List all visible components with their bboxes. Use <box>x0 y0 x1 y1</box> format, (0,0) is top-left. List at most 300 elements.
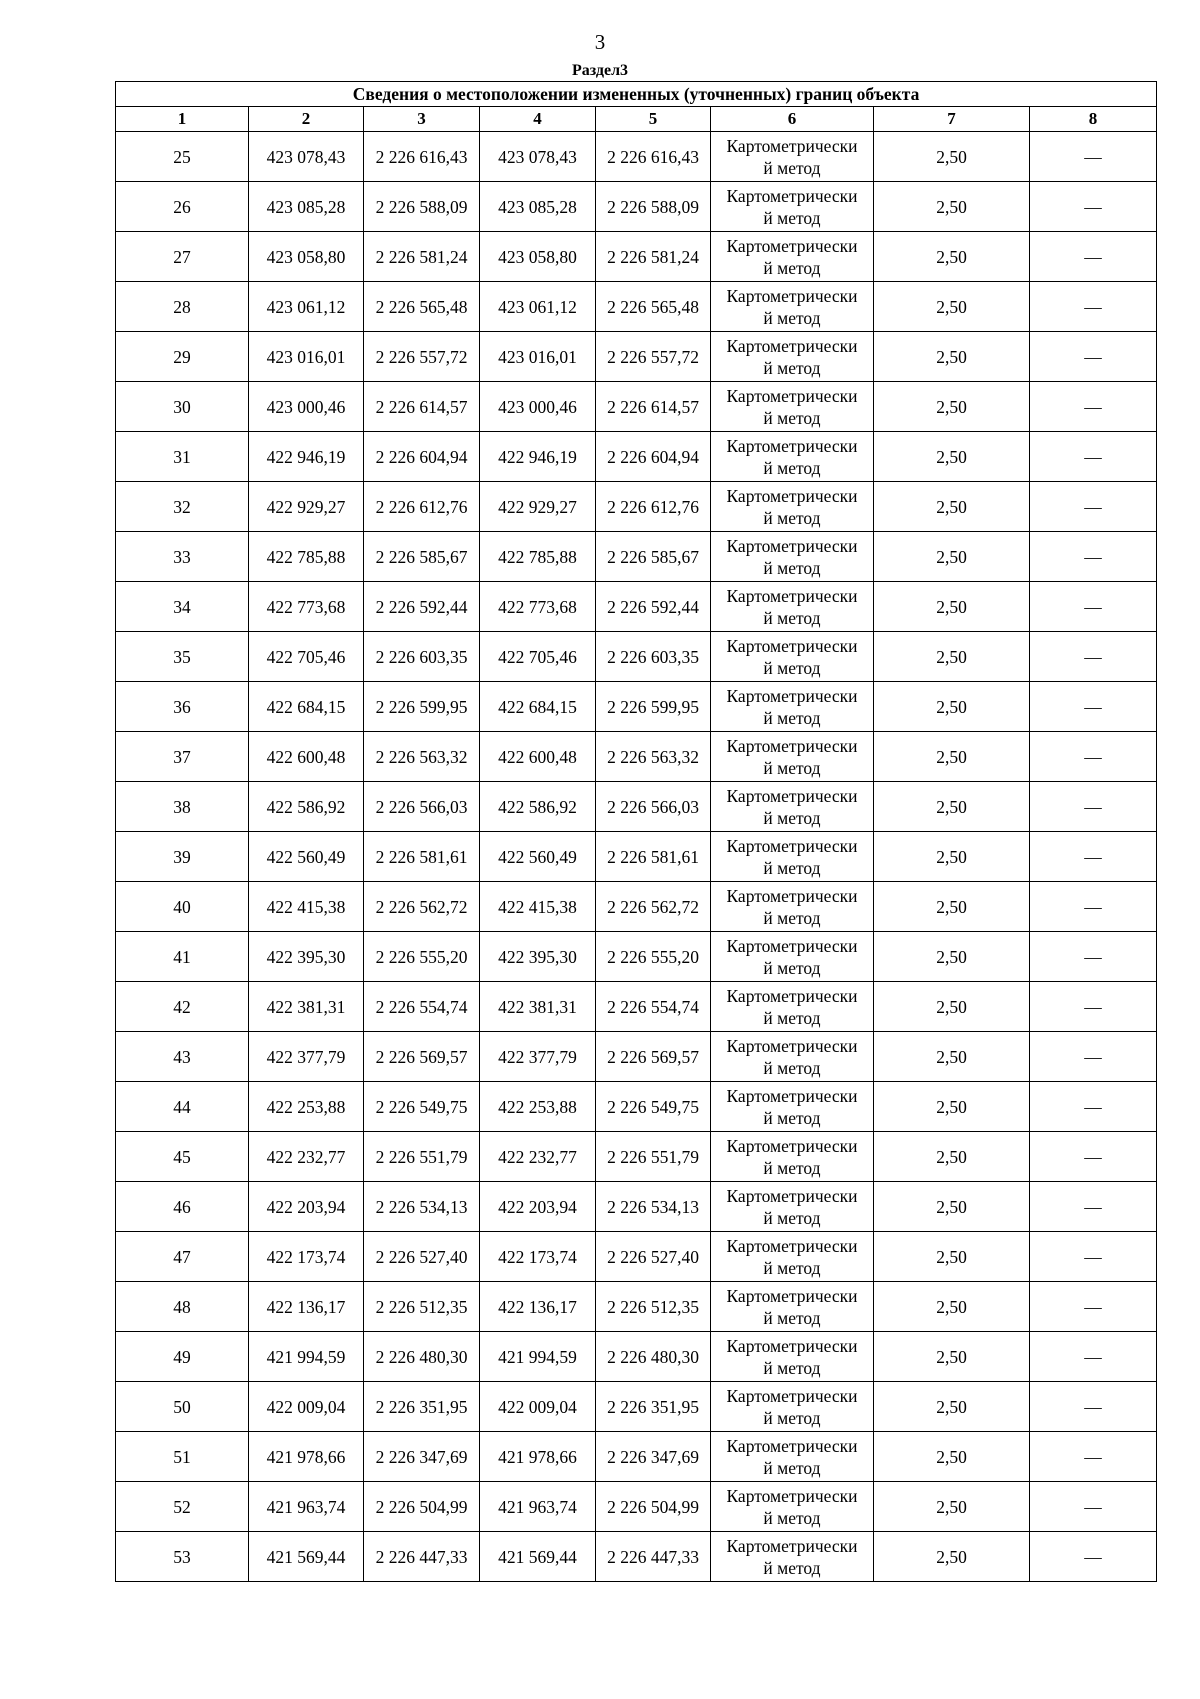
refined-y-cell: 2 226 603,35 <box>596 632 711 682</box>
method-line-1: Картометрически <box>726 935 858 956</box>
table-row <box>116 682 1157 732</box>
refined-x-cell: 421 963,74 <box>480 1482 596 1532</box>
method-cell <box>711 1482 874 1532</box>
existing-y-cell: 2 226 569,57 <box>364 1032 480 1082</box>
existing-x-cell: 422 705,46 <box>249 632 364 682</box>
existing-x-cell: 422 586,92 <box>249 782 364 832</box>
accuracy-cell: 2,50 <box>874 1232 1030 1282</box>
method-line-2: й метод <box>763 707 821 728</box>
refined-x-cell: 422 705,46 <box>480 632 596 682</box>
method-line-1: Картометрически <box>726 1485 858 1506</box>
method-line-1: Картометрически <box>726 735 858 756</box>
point-description-cell: — <box>1030 1532 1157 1582</box>
table-row <box>116 1382 1157 1432</box>
refined-y-cell: 2 226 534,13 <box>596 1182 711 1232</box>
refined-x-cell: 422 946,19 <box>480 432 596 482</box>
section-heading: Раздел3 <box>571 62 629 79</box>
table-row <box>116 732 1157 782</box>
existing-y-cell: 2 226 581,24 <box>364 232 480 282</box>
existing-x-cell: 423 016,01 <box>249 332 364 382</box>
refined-x-cell: 422 009,04 <box>480 1382 596 1432</box>
point-number-cell: 31 <box>116 432 249 482</box>
accuracy-cell: 2,50 <box>874 1282 1030 1332</box>
table-row <box>116 432 1157 482</box>
table-row <box>116 1432 1157 1482</box>
point-description-cell: — <box>1030 982 1157 1032</box>
method-cell <box>711 782 874 832</box>
refined-y-cell: 2 226 616,43 <box>596 132 711 182</box>
accuracy-cell: 2,50 <box>874 982 1030 1032</box>
existing-y-cell: 2 226 612,76 <box>364 482 480 532</box>
point-number-cell: 32 <box>116 482 249 532</box>
accuracy-cell: 2,50 <box>874 382 1030 432</box>
accuracy-cell: 2,50 <box>874 832 1030 882</box>
method-line-1: Картометрически <box>726 1385 858 1406</box>
method-cell <box>711 282 874 332</box>
point-number-cell: 39 <box>116 832 249 882</box>
table-row <box>116 832 1157 882</box>
point-number-cell: 26 <box>116 182 249 232</box>
existing-x-cell: 422 203,94 <box>249 1182 364 1232</box>
column-number-4: 4 <box>480 107 596 132</box>
refined-x-cell: 422 377,79 <box>480 1032 596 1082</box>
accuracy-cell: 2,50 <box>874 1182 1030 1232</box>
table-row <box>116 1332 1157 1382</box>
existing-x-cell: 423 085,28 <box>249 182 364 232</box>
refined-y-cell: 2 226 554,74 <box>596 982 711 1032</box>
point-number-cell: 45 <box>116 1132 249 1182</box>
refined-y-cell: 2 226 604,94 <box>596 432 711 482</box>
point-description-cell: — <box>1030 132 1157 182</box>
method-line-2: й метод <box>763 1157 821 1178</box>
method-line-1: Картометрически <box>726 335 858 356</box>
point-number-cell: 25 <box>116 132 249 182</box>
point-number-cell: 30 <box>116 382 249 432</box>
existing-x-cell: 422 560,49 <box>249 832 364 882</box>
table-row <box>116 482 1157 532</box>
accuracy-cell: 2,50 <box>874 182 1030 232</box>
refined-x-cell: 422 684,15 <box>480 682 596 732</box>
point-description-cell: — <box>1030 632 1157 682</box>
existing-y-cell: 2 226 599,95 <box>364 682 480 732</box>
existing-x-cell: 422 009,04 <box>249 1382 364 1432</box>
method-line-2: й метод <box>763 607 821 628</box>
method-line-2: й метод <box>763 557 821 578</box>
existing-y-cell: 2 226 557,72 <box>364 332 480 382</box>
method-cell <box>711 332 874 382</box>
refined-y-cell: 2 226 447,33 <box>596 1532 711 1582</box>
refined-y-cell: 2 226 562,72 <box>596 882 711 932</box>
method-line-1: Картометрически <box>726 435 858 456</box>
refined-y-cell: 2 226 563,32 <box>596 732 711 782</box>
accuracy-cell: 2,50 <box>874 332 1030 382</box>
existing-x-cell: 422 773,68 <box>249 582 364 632</box>
existing-y-cell: 2 226 614,57 <box>364 382 480 432</box>
accuracy-cell: 2,50 <box>874 1332 1030 1382</box>
refined-y-cell: 2 226 347,69 <box>596 1432 711 1482</box>
table-row <box>116 232 1157 282</box>
accuracy-cell: 2,50 <box>874 732 1030 782</box>
table-row <box>116 382 1157 432</box>
accuracy-cell: 2,50 <box>874 482 1030 532</box>
point-description-cell: — <box>1030 732 1157 782</box>
point-description-cell: — <box>1030 782 1157 832</box>
refined-x-cell: 423 085,28 <box>480 182 596 232</box>
method-cell <box>711 232 874 282</box>
method-line-1: Картометрически <box>726 985 858 1006</box>
refined-y-cell: 2 226 555,20 <box>596 932 711 982</box>
method-cell <box>711 1532 874 1582</box>
existing-x-cell: 421 963,74 <box>249 1482 364 1532</box>
method-line-2: й метод <box>763 1557 821 1578</box>
existing-y-cell: 2 226 504,99 <box>364 1482 480 1532</box>
refined-x-cell: 423 000,46 <box>480 382 596 432</box>
table-row <box>116 1532 1157 1582</box>
existing-y-cell: 2 226 555,20 <box>364 932 480 982</box>
accuracy-cell: 2,50 <box>874 1082 1030 1132</box>
point-description-cell: — <box>1030 1282 1157 1332</box>
point-description-cell: — <box>1030 932 1157 982</box>
table-row <box>116 332 1157 382</box>
method-cell <box>711 432 874 482</box>
table-row <box>116 582 1157 632</box>
table-row <box>116 182 1157 232</box>
existing-x-cell: 422 381,31 <box>249 982 364 1032</box>
accuracy-cell: 2,50 <box>874 232 1030 282</box>
method-line-2: й метод <box>763 307 821 328</box>
accuracy-cell: 2,50 <box>874 1532 1030 1582</box>
column-number-8: 8 <box>1030 107 1157 132</box>
existing-x-cell: 422 415,38 <box>249 882 364 932</box>
refined-x-cell: 422 785,88 <box>480 532 596 582</box>
accuracy-cell: 2,50 <box>874 782 1030 832</box>
point-description-cell: — <box>1030 1232 1157 1282</box>
method-line-2: й метод <box>763 507 821 528</box>
refined-y-cell: 2 226 480,30 <box>596 1332 711 1382</box>
method-cell <box>711 482 874 532</box>
point-description-cell: — <box>1030 582 1157 632</box>
refined-y-cell: 2 226 581,61 <box>596 832 711 882</box>
point-number-cell: 43 <box>116 1032 249 1082</box>
method-cell <box>711 932 874 982</box>
point-number-cell: 40 <box>116 882 249 932</box>
method-cell <box>711 132 874 182</box>
refined-x-cell: 422 253,88 <box>480 1082 596 1132</box>
existing-x-cell: 422 929,27 <box>249 482 364 532</box>
method-line-2: й метод <box>763 1257 821 1278</box>
existing-x-cell: 422 684,15 <box>249 682 364 732</box>
method-cell <box>711 882 874 932</box>
method-line-1: Картометрически <box>726 235 858 256</box>
method-line-1: Картометрически <box>726 585 858 606</box>
point-number-cell: 36 <box>116 682 249 732</box>
accuracy-cell: 2,50 <box>874 682 1030 732</box>
existing-y-cell: 2 226 563,32 <box>364 732 480 782</box>
point-description-cell: — <box>1030 1082 1157 1132</box>
method-cell <box>711 182 874 232</box>
existing-y-cell: 2 226 585,67 <box>364 532 480 582</box>
point-number-cell: 44 <box>116 1082 249 1132</box>
method-line-2: й метод <box>763 1507 821 1528</box>
method-line-2: й метод <box>763 657 821 678</box>
table-row <box>116 282 1157 332</box>
method-line-1: Картометрически <box>726 535 858 556</box>
method-cell <box>711 682 874 732</box>
refined-y-cell: 2 226 512,35 <box>596 1282 711 1332</box>
method-line-1: Картометрически <box>726 1085 858 1106</box>
existing-y-cell: 2 226 551,79 <box>364 1132 480 1182</box>
refined-x-cell: 422 415,38 <box>480 882 596 932</box>
table-row <box>116 782 1157 832</box>
method-line-2: й метод <box>763 457 821 478</box>
accuracy-cell: 2,50 <box>874 282 1030 332</box>
method-cell <box>711 1282 874 1332</box>
refined-x-cell: 422 232,77 <box>480 1132 596 1182</box>
method-line-2: й метод <box>763 157 821 178</box>
table-row <box>116 1482 1157 1532</box>
refined-x-cell: 422 560,49 <box>480 832 596 882</box>
method-line-1: Картометрически <box>726 685 858 706</box>
existing-y-cell: 2 226 527,40 <box>364 1232 480 1282</box>
accuracy-cell: 2,50 <box>874 1032 1030 1082</box>
point-number-cell: 46 <box>116 1182 249 1232</box>
method-cell <box>711 532 874 582</box>
refined-y-cell: 2 226 566,03 <box>596 782 711 832</box>
method-cell <box>711 732 874 782</box>
refined-y-cell: 2 226 614,57 <box>596 382 711 432</box>
existing-x-cell: 423 000,46 <box>249 382 364 432</box>
refined-y-cell: 2 226 527,40 <box>596 1232 711 1282</box>
existing-y-cell: 2 226 592,44 <box>364 582 480 632</box>
existing-x-cell: 423 078,43 <box>249 132 364 182</box>
refined-y-cell: 2 226 585,67 <box>596 532 711 582</box>
point-description-cell: — <box>1030 1332 1157 1382</box>
refined-x-cell: 422 586,92 <box>480 782 596 832</box>
method-line-1: Картометрически <box>726 1235 858 1256</box>
point-number-cell: 41 <box>116 932 249 982</box>
existing-x-cell: 423 061,12 <box>249 282 364 332</box>
point-description-cell: — <box>1030 482 1157 532</box>
refined-y-cell: 2 226 549,75 <box>596 1082 711 1132</box>
table-row <box>116 882 1157 932</box>
refined-x-cell: 421 994,59 <box>480 1332 596 1382</box>
refined-x-cell: 422 203,94 <box>480 1182 596 1232</box>
table-row <box>116 1032 1157 1082</box>
method-line-1: Картометрически <box>726 485 858 506</box>
existing-x-cell: 422 946,19 <box>249 432 364 482</box>
accuracy-cell: 2,50 <box>874 632 1030 682</box>
column-number-2: 2 <box>249 107 364 132</box>
accuracy-cell: 2,50 <box>874 1382 1030 1432</box>
point-number-cell: 28 <box>116 282 249 332</box>
existing-x-cell: 422 600,48 <box>249 732 364 782</box>
method-line-1: Картометрически <box>726 885 858 906</box>
accuracy-cell: 2,50 <box>874 432 1030 482</box>
refined-x-cell: 422 395,30 <box>480 932 596 982</box>
method-line-1: Картометрически <box>726 635 858 656</box>
refined-x-cell: 422 136,17 <box>480 1282 596 1332</box>
refined-x-cell: 422 600,48 <box>480 732 596 782</box>
point-description-cell: — <box>1030 382 1157 432</box>
method-line-2: й метод <box>763 207 821 228</box>
method-cell <box>711 1082 874 1132</box>
table-row <box>116 1232 1157 1282</box>
existing-y-cell: 2 226 512,35 <box>364 1282 480 1332</box>
method-line-2: й метод <box>763 807 821 828</box>
existing-y-cell: 2 226 562,72 <box>364 882 480 932</box>
point-number-cell: 33 <box>116 532 249 582</box>
method-line-2: й метод <box>763 407 821 428</box>
method-line-1: Картометрически <box>726 385 858 406</box>
point-description-cell: — <box>1030 332 1157 382</box>
point-number-cell: 38 <box>116 782 249 832</box>
table-row <box>116 1182 1157 1232</box>
existing-x-cell: 422 377,79 <box>249 1032 364 1082</box>
accuracy-cell: 2,50 <box>874 932 1030 982</box>
column-number-6: 6 <box>711 107 874 132</box>
column-number-3: 3 <box>364 107 480 132</box>
method-line-2: й метод <box>763 757 821 778</box>
point-number-cell: 52 <box>116 1482 249 1532</box>
refined-x-cell: 423 061,12 <box>480 282 596 332</box>
point-description-cell: — <box>1030 432 1157 482</box>
refined-x-cell: 422 773,68 <box>480 582 596 632</box>
table-row <box>116 932 1157 982</box>
table-title: Сведения о местоположении измененных (уточненных) границ объекта <box>116 82 1157 107</box>
column-number-row <box>116 107 1157 132</box>
point-number-cell: 35 <box>116 632 249 682</box>
point-number-cell: 53 <box>116 1532 249 1582</box>
point-number-cell: 51 <box>116 1432 249 1482</box>
refined-y-cell: 2 226 581,24 <box>596 232 711 282</box>
existing-y-cell: 2 226 581,61 <box>364 832 480 882</box>
existing-y-cell: 2 226 351,95 <box>364 1382 480 1432</box>
existing-y-cell: 2 226 565,48 <box>364 282 480 332</box>
existing-y-cell: 2 226 603,35 <box>364 632 480 682</box>
point-description-cell: — <box>1030 682 1157 732</box>
point-number-cell: 29 <box>116 332 249 382</box>
refined-y-cell: 2 226 565,48 <box>596 282 711 332</box>
method-cell <box>711 982 874 1032</box>
table-title-row <box>116 82 1157 107</box>
method-line-1: Картометрически <box>726 1185 858 1206</box>
existing-y-cell: 2 226 554,74 <box>364 982 480 1032</box>
accuracy-cell: 2,50 <box>874 132 1030 182</box>
refined-y-cell: 2 226 351,95 <box>596 1382 711 1432</box>
point-description-cell: — <box>1030 882 1157 932</box>
existing-x-cell: 422 136,17 <box>249 1282 364 1332</box>
method-cell <box>711 632 874 682</box>
accuracy-cell: 2,50 <box>874 532 1030 582</box>
method-cell <box>711 1432 874 1482</box>
method-line-2: й метод <box>763 1007 821 1028</box>
method-line-2: й метод <box>763 1307 821 1328</box>
refined-x-cell: 421 569,44 <box>480 1532 596 1582</box>
refined-x-cell: 422 381,31 <box>480 982 596 1032</box>
table-row <box>116 1132 1157 1182</box>
accuracy-cell: 2,50 <box>874 1132 1030 1182</box>
point-number-cell: 49 <box>116 1332 249 1382</box>
method-line-1: Картометрически <box>726 1335 858 1356</box>
method-line-1: Картометрически <box>726 185 858 206</box>
method-line-1: Картометрически <box>726 835 858 856</box>
refined-y-cell: 2 226 569,57 <box>596 1032 711 1082</box>
method-cell <box>711 1132 874 1182</box>
refined-x-cell: 422 929,27 <box>480 482 596 532</box>
refined-y-cell: 2 226 612,76 <box>596 482 711 532</box>
existing-x-cell: 422 785,88 <box>249 532 364 582</box>
refined-x-cell: 423 058,80 <box>480 232 596 282</box>
existing-y-cell: 2 226 604,94 <box>364 432 480 482</box>
table-body <box>116 132 1157 1582</box>
method-line-1: Картометрически <box>726 1435 858 1456</box>
method-line-2: й метод <box>763 1457 821 1478</box>
method-cell <box>711 1032 874 1082</box>
method-line-2: й метод <box>763 1057 821 1078</box>
refined-y-cell: 2 226 592,44 <box>596 582 711 632</box>
method-line-2: й метод <box>763 957 821 978</box>
refined-y-cell: 2 226 504,99 <box>596 1482 711 1532</box>
point-description-cell: — <box>1030 282 1157 332</box>
page-number: 3 <box>594 30 606 54</box>
method-line-2: й метод <box>763 357 821 378</box>
boundary-coordinates-table <box>115 81 1157 1582</box>
column-number-5: 5 <box>596 107 711 132</box>
point-description-cell: — <box>1030 532 1157 582</box>
existing-x-cell: 422 232,77 <box>249 1132 364 1182</box>
point-number-cell: 27 <box>116 232 249 282</box>
method-cell <box>711 1232 874 1282</box>
refined-y-cell: 2 226 551,79 <box>596 1132 711 1182</box>
existing-y-cell: 2 226 480,30 <box>364 1332 480 1382</box>
method-cell <box>711 382 874 432</box>
table-row <box>116 982 1157 1032</box>
refined-x-cell: 423 078,43 <box>480 132 596 182</box>
method-line-2: й метод <box>763 907 821 928</box>
existing-x-cell: 421 994,59 <box>249 1332 364 1382</box>
existing-y-cell: 2 226 447,33 <box>364 1532 480 1582</box>
accuracy-cell: 2,50 <box>874 582 1030 632</box>
column-number-7: 7 <box>874 107 1030 132</box>
existing-x-cell: 422 173,74 <box>249 1232 364 1282</box>
method-cell <box>711 582 874 632</box>
point-description-cell: — <box>1030 1032 1157 1082</box>
point-number-cell: 34 <box>116 582 249 632</box>
existing-x-cell: 423 058,80 <box>249 232 364 282</box>
point-number-cell: 47 <box>116 1232 249 1282</box>
method-line-2: й метод <box>763 857 821 878</box>
method-line-1: Картометрически <box>726 1135 858 1156</box>
refined-y-cell: 2 226 557,72 <box>596 332 711 382</box>
existing-x-cell: 421 569,44 <box>249 1532 364 1582</box>
refined-x-cell: 423 016,01 <box>480 332 596 382</box>
existing-x-cell: 422 253,88 <box>249 1082 364 1132</box>
method-line-2: й метод <box>763 1207 821 1228</box>
method-line-2: й метод <box>763 1407 821 1428</box>
existing-y-cell: 2 226 534,13 <box>364 1182 480 1232</box>
point-number-cell: 37 <box>116 732 249 782</box>
method-line-2: й метод <box>763 257 821 278</box>
point-description-cell: — <box>1030 1132 1157 1182</box>
point-number-cell: 50 <box>116 1382 249 1432</box>
accuracy-cell: 2,50 <box>874 1482 1030 1532</box>
refined-y-cell: 2 226 599,95 <box>596 682 711 732</box>
existing-x-cell: 422 395,30 <box>249 932 364 982</box>
existing-x-cell: 421 978,66 <box>249 1432 364 1482</box>
method-line-1: Картометрически <box>726 285 858 306</box>
refined-x-cell: 422 173,74 <box>480 1232 596 1282</box>
point-description-cell: — <box>1030 232 1157 282</box>
